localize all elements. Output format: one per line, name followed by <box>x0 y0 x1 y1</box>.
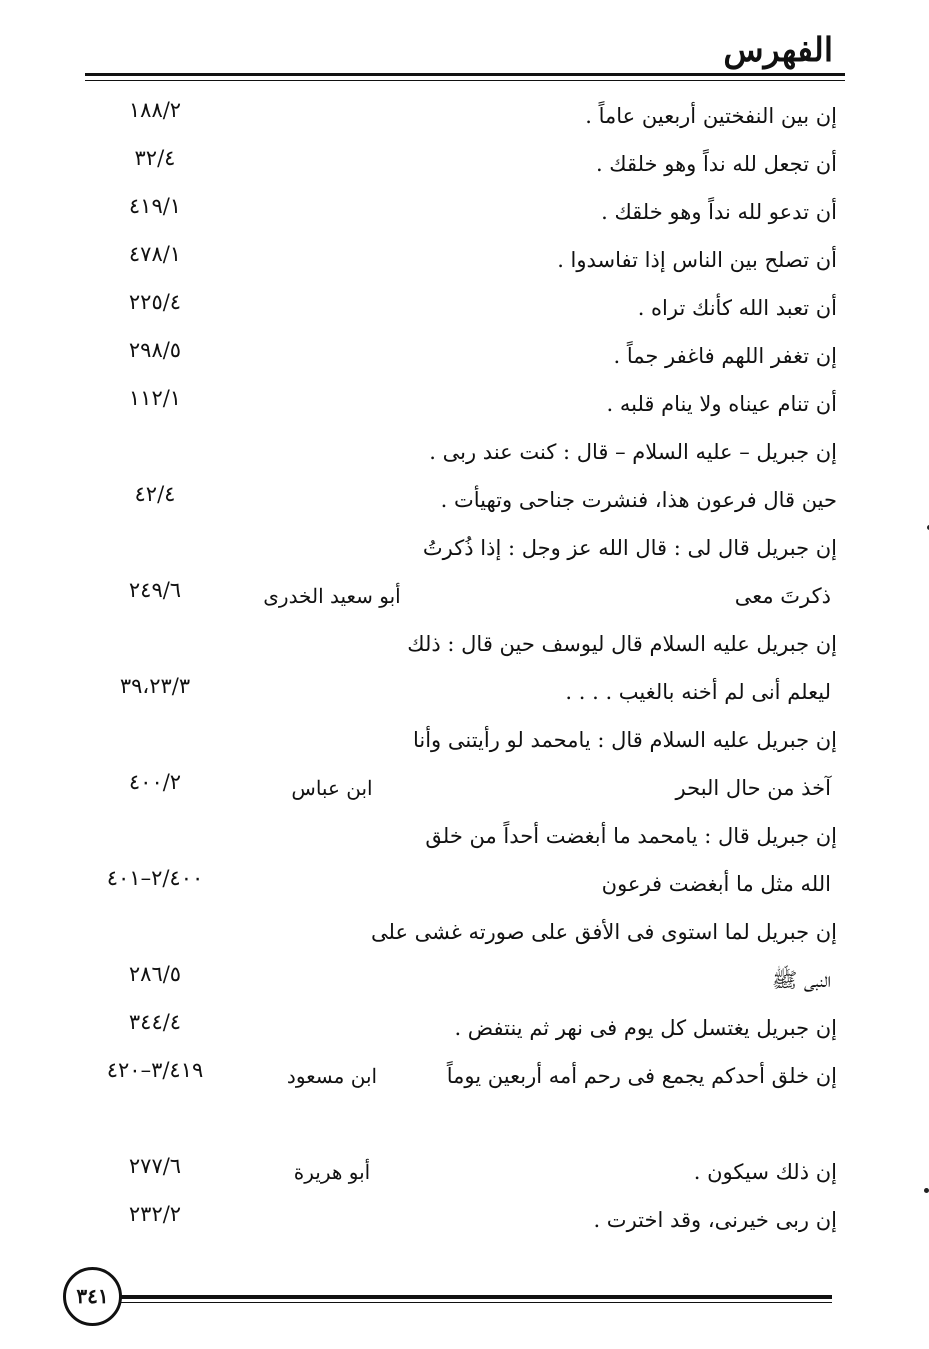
volume-page-ref: ٢٢٥/٤ <box>128 290 182 314</box>
index-row <box>0 196 929 228</box>
hadith-text: حين قال فرعون هذا، فنشرت جناحى وتهيأت . <box>440 488 837 512</box>
volume-page-ref: ٤١٩/١ <box>128 194 182 218</box>
index-row <box>0 676 929 708</box>
narrator: ابن عباس <box>291 776 373 800</box>
index-row <box>0 244 929 276</box>
volume-page-ref: ٣٢/٤ <box>134 146 176 170</box>
index-row <box>0 868 929 900</box>
index-row <box>0 340 929 372</box>
volume-page-ref: ٣/٤١٩–٤٢٠ <box>106 1058 204 1082</box>
hadith-text: إن خلق أحدكم يجمع فى رحم أمه أربعين يوماً <box>446 1064 837 1088</box>
hadith-text: أن تصلح بين الناس إذا تفاسدوا . <box>557 248 837 272</box>
hadith-text: النبى ﷺ <box>771 968 831 992</box>
index-row <box>0 388 929 420</box>
hadith-text: إن جبريل قال : يامحمد ما أبغضت أحداً من خلق <box>425 824 837 848</box>
index-row <box>0 916 929 948</box>
index-row <box>0 100 929 132</box>
volume-page-ref: ٤٢/٤ <box>134 482 176 506</box>
hadith-text: أن تدعو لله نداً وهو خلقك . <box>601 200 837 224</box>
volume-page-ref: ٤٧٨/١ <box>128 242 182 266</box>
index-row <box>0 436 929 468</box>
narrator: أبو هريرة <box>293 1160 371 1184</box>
index-row <box>0 628 929 660</box>
index-row <box>0 1012 929 1044</box>
hadith-text: إن جبريل عليه السلام قال : يامحمد لو رأيتنى وأنا <box>412 728 837 752</box>
hadith-text: إن ذلك سيكون . <box>693 1160 837 1184</box>
volume-page-ref: ٣٤٤/٤ <box>128 1010 182 1034</box>
hadith-text: آخذ من حال البحر <box>675 776 831 800</box>
index-row <box>0 484 929 516</box>
volume-page-ref: ١٨٨/٢ <box>128 98 182 122</box>
scan-speck <box>924 1188 929 1193</box>
volume-page-ref: ٢٩٨/٥ <box>128 338 182 362</box>
footer-rule-thin <box>116 1302 832 1303</box>
hadith-text: أن تعبد الله كأنك تراه . <box>637 296 837 320</box>
hadith-text: إن جبريل عليه السلام قال ليوسف حين قال : ذلك <box>407 632 837 656</box>
volume-page-ref: ٢/٤٠٠–٤٠١ <box>106 866 204 890</box>
index-row <box>0 772 929 804</box>
index-row <box>0 580 929 612</box>
page-number: ٣٤١ <box>63 1267 122 1326</box>
header-rule-thick <box>85 73 845 76</box>
index-row <box>0 532 929 564</box>
narrator: ابن مسعود <box>286 1064 378 1088</box>
volume-page-ref: ٢٣٢/٢ <box>128 1202 182 1226</box>
index-row <box>0 1156 929 1188</box>
index-row <box>0 1060 929 1092</box>
index-row <box>0 148 929 180</box>
footer-rule-thick <box>116 1295 832 1299</box>
volume-page-ref: ٤٠٠/٢ <box>128 770 182 794</box>
index-row <box>0 964 929 996</box>
index-row <box>0 724 929 756</box>
hadith-text: ذكرتَ معى <box>734 584 831 608</box>
header-rule-thin <box>85 80 845 81</box>
page-title: الفهرس <box>723 30 833 69</box>
index-row <box>0 820 929 852</box>
volume-page-ref: ١١٢/١ <box>128 386 182 410</box>
hadith-text: إن جبريل يغتسل كل يوم فى نهر ثم ينتفض . <box>454 1016 837 1040</box>
hadith-text: إن ربى خيرنى، وقد اخترت . <box>593 1208 837 1232</box>
hadith-text: إن جبريل لما استوى فى الأفق على صورته غشى على <box>371 920 837 944</box>
hadith-text: إن تغفر اللهم فاغفر جماً . <box>613 344 837 368</box>
volume-page-ref: ٢٨٦/٥ <box>128 962 182 986</box>
volume-page-ref: ٢٧٧/٦ <box>128 1154 182 1178</box>
hadith-text: أن تنام عيناه ولا ينام قلبه . <box>606 392 837 416</box>
hadith-text: ليعلم أنى لم أخنه بالغيب . . . . <box>565 680 831 704</box>
hadith-text: أن تجعل لله نداً وهو خلقك . <box>595 152 837 176</box>
index-row <box>0 1204 929 1236</box>
hadith-text: إن جبريل قال لى : قال الله عز وجل : إذا ذُكرتُ <box>422 536 837 560</box>
hadith-text: الله مثل ما أبغضت فرعون <box>601 872 831 896</box>
index-row <box>0 292 929 324</box>
hadith-text: إن جبريل – عليه السلام – قال : كنت عند ربى . <box>429 440 837 464</box>
narrator: أبو سعيد الخدرى <box>263 584 401 608</box>
volume-page-ref: ٢٤٩/٦ <box>128 578 182 602</box>
volume-page-ref: ٣٩،٢٣/٣ <box>119 674 191 698</box>
hadith-text: إن بين النفختين أربعين عاماً . <box>585 104 837 128</box>
